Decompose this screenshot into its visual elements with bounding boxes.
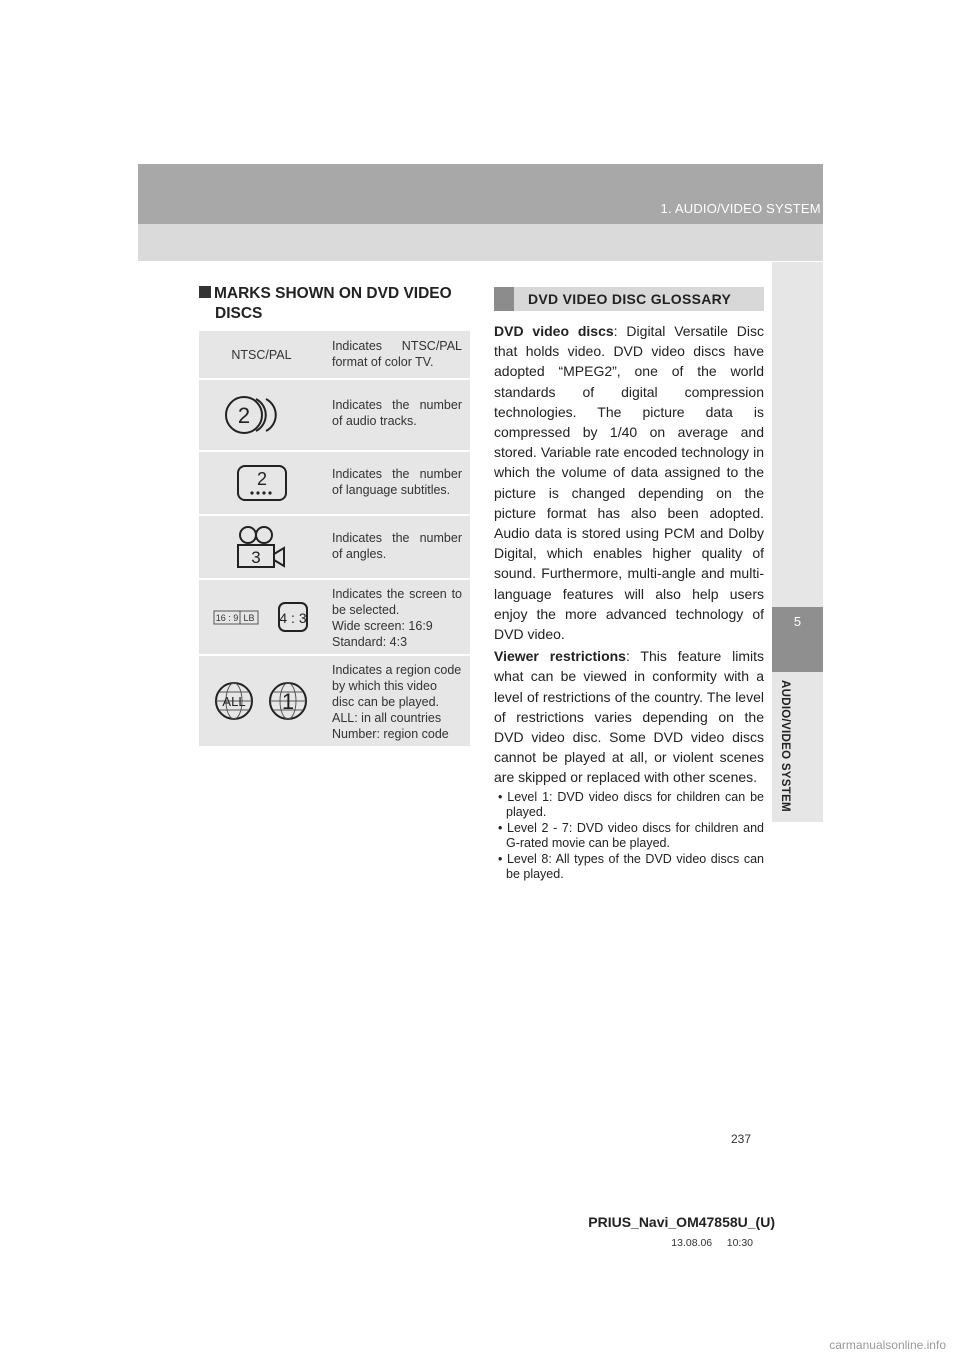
screen-description: Indicates the screen to be selected. Wide screen: 16:9 Standard: 4:3 — [332, 587, 462, 649]
marks-row-audio — [199, 380, 470, 452]
angles-description: Indicates the number of angles. — [332, 531, 462, 561]
glossary-dvd-paragraph: DVD video discs: Digital Versatile Disc that holds video. DVD video discs have adopted “MPEG2”, one of the world standards of digital compression technologies. The picture data is compressed by 1/40 on average and stored. Variable rate encoded technology in which the volume of data assigned to the picture is changed depending on the picture format has also been adopted. Audio data is stored using PCM and Dolby Digital, which enables higher quality of sound. Furthermore, multi-angle and multi-language features will also help users enjoy the more advanced technology of DVD video. — [494, 323, 764, 643]
glossary-body — [494, 321, 764, 883]
side-tab-number: 5 — [793, 614, 802, 629]
restriction-levels-list — [494, 790, 764, 882]
marks-table — [199, 331, 470, 748]
svg-text:LB: LB — [242, 613, 255, 623]
subtitles-description: Indicates the number of language subtitles. — [332, 467, 462, 497]
side-tab-background — [772, 262, 823, 607]
svg-text:16 : 9: 16 : 9 — [215, 613, 238, 623]
region-description: Indicates a region code by which this video disc can be played. ALL: in all countries Number: region code — [332, 663, 462, 741]
page-number: 237 — [730, 1132, 751, 1146]
angles-camera-icon — [234, 524, 290, 570]
screen-aspect-icon — [212, 597, 312, 637]
audio-tracks-description: Indicates the number of audio tracks. — [332, 398, 462, 428]
ntsc-pal-description: Indicates NTSC/PAL format of color TV. — [332, 339, 462, 369]
header-subband — [138, 224, 823, 261]
header-title: 1. AUDIO/VIDEO SYSTEM OPERATION — [660, 201, 902, 216]
svg-text:1: 1 — [281, 689, 294, 714]
list-item: • Level 8: All types of the DVD video discs can be played. — [498, 851, 764, 881]
section-square-icon — [199, 286, 211, 298]
glossary-heading-marker — [494, 287, 514, 311]
svg-text:3: 3 — [250, 548, 261, 567]
subtitles-icon — [236, 463, 288, 503]
marks-row-region — [199, 656, 470, 748]
watermark: carmanualsonline.info — [829, 1338, 946, 1352]
audio-tracks-icon — [222, 393, 302, 437]
marks-section-title: MARKS SHOWN ON DVD VIDEO DISCS — [199, 284, 474, 324]
list-item: • Level 1: DVD video discs for children can be played. — [498, 789, 764, 819]
svg-text:ALL: ALL — [221, 694, 246, 709]
side-tab-label: AUDIO/VIDEO SYSTEM — [779, 680, 791, 812]
svg-text:4 : 3: 4 : 3 — [278, 610, 307, 626]
ntsc-pal-mark: NTSC/PAL — [231, 347, 292, 362]
region-globe-icon — [212, 679, 312, 723]
glossary-heading: DVD VIDEO DISC GLOSSARY — [494, 287, 764, 311]
glossary-viewer-paragraph: Viewer restrictions: This feature limits what can be viewed in conformity with a level of restrictions of the country. The level of restrictions varies depending on the DVD video disc. Some DVD video discs cannot be played at all, or violent scenes are skipped or replaced with other scenes. — [494, 648, 764, 786]
marks-row-ntsc — [199, 331, 470, 380]
list-item: • Level 2 - 7: DVD video discs for children and G-rated movie can be played. — [498, 820, 764, 850]
svg-text:2: 2 — [237, 403, 250, 428]
marks-row-screen — [199, 580, 470, 656]
marks-row-angles — [199, 516, 470, 580]
print-timestamp: 13.08.06 10:30 — [671, 1237, 753, 1249]
document-id: PRIUS_Navi_OM47858U_(U) — [588, 1214, 775, 1230]
svg-text:2: 2 — [256, 469, 267, 489]
marks-row-subtitles — [199, 452, 470, 516]
